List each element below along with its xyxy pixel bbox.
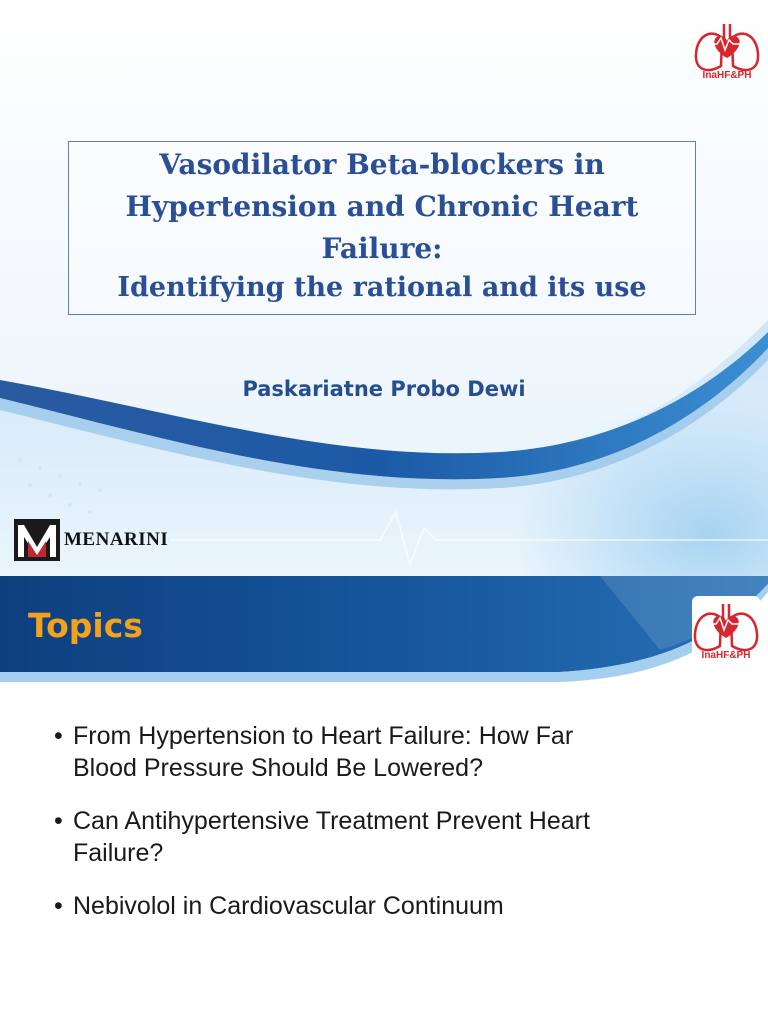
slide-heading: Topics [28,606,143,645]
menarini-m-icon [14,519,60,561]
title-line-4: Identifying the rational and its use [117,272,647,303]
list-item [54,805,744,869]
bullet-line-1: Nebivolol in Cardiovascular Continuum [73,892,504,920]
bullet-icon: • [54,892,63,920]
title-box [68,141,696,315]
logo-label: InaHF&PH [701,650,751,661]
topics-list [54,720,744,943]
inahf-logo [691,14,763,86]
author-name: Paskariatne Probo Dewi [242,377,526,401]
list-item [54,890,744,922]
bullet-line-1: Can Antihypertensive Treatment Prevent Heart [73,807,590,835]
list-item [54,720,744,784]
bullet-icon: • [54,722,63,750]
menarini-logo [14,519,169,561]
title-line-1: Vasodilator Beta-blockers in [159,148,605,181]
title-line-3: Failure: [321,232,443,265]
bullet-line-2: Blood Pressure Should Be Lowered? [73,754,483,782]
bullet-line-1: From Hypertension to Heart Failure: How Far [73,722,574,750]
topics-slide [0,576,768,1024]
logo-label: InaHF&PH [702,70,752,81]
inahf-logo [690,594,762,666]
bullet-icon: • [54,807,63,835]
sponsor-name: MENARINI [64,529,169,550]
bullet-line-2: Failure? [73,839,164,867]
title-line-2: Hypertension and Chronic Heart [125,190,639,223]
